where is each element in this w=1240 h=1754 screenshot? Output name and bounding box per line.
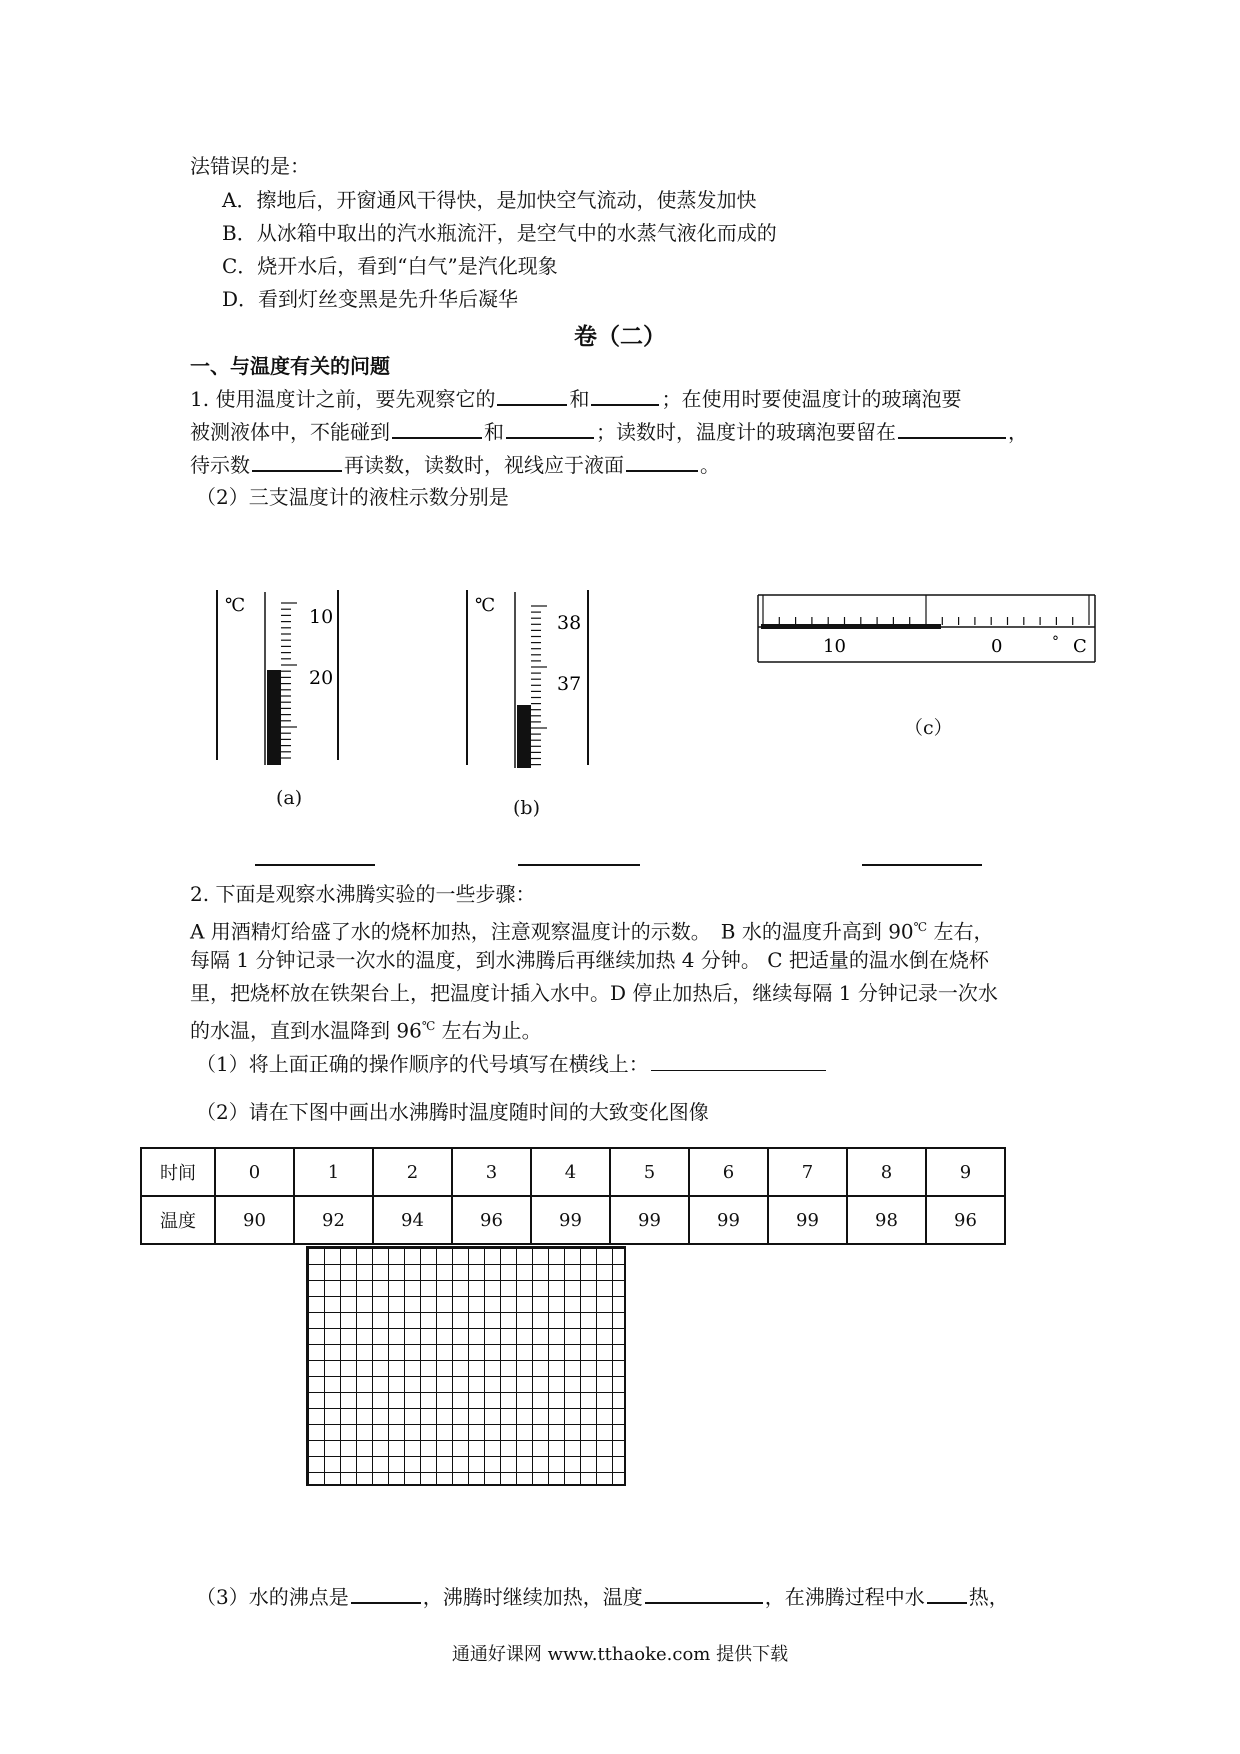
section-heading: 一、与温度有关的问题 [190,354,390,378]
answer-line-b[interactable] [518,864,640,866]
table-cell: 94 [373,1196,452,1244]
unit-label: ℃ [225,595,246,616]
table-cell: 7 [768,1148,847,1196]
q2-line1: 2. 下面是观察水沸腾实验的一些步骤： [190,882,536,906]
unit-label: ℃ [475,595,496,616]
blank[interactable] [927,1580,967,1604]
blank[interactable] [626,448,698,472]
q1-sub2: （2）三支温度计的液柱示数分别是 [196,485,509,509]
table-cell: 9 [926,1148,1005,1196]
tick-label: 38 [557,612,582,634]
table-cell: 98 [847,1196,926,1244]
thermometer-c [755,590,1100,670]
table-cell: 99 [689,1196,768,1244]
unit-c: C [1073,636,1087,657]
blank[interactable] [351,1580,421,1604]
q2-line5: 的水温，直到水温降到 96℃ 左右为止。 [190,1018,542,1043]
liquid-column [267,670,281,765]
blank[interactable] [645,1580,763,1604]
table-cell: 99 [768,1196,847,1244]
caption-b: (b) [513,797,540,819]
option-d: D．看到灯丝变黑是先升华后凝华 [222,287,519,311]
table-cell: 96 [452,1196,531,1244]
tick-label: 0 [991,636,1003,657]
answer-line-c[interactable] [862,864,982,866]
q2-sub2: （2）请在下图中画出水沸腾时温度随时间的大致变化图像 [196,1100,709,1124]
unit-degree: ° [1052,634,1059,650]
table-cell: 4 [531,1148,610,1196]
option-c: C．烧开水后，看到“白气”是汽化现象 [222,254,558,278]
liquid-column [761,624,941,629]
q2-line3: 每隔 1 分钟记录一次水的温度，到水沸腾后再继续加热 4 分钟。 C 把适量的温水倒在烧杯 [190,948,989,972]
blank[interactable] [651,1048,826,1071]
row-label: 温度 [141,1196,215,1244]
blank[interactable] [898,415,1006,439]
q2-sub1: （1）将上面正确的操作顺序的代号填写在横线上： [196,1048,828,1080]
liquid-column [517,705,531,768]
blank[interactable] [506,415,594,439]
q2-sub3: （3）水的沸点是 ，沸腾时继续加热，温度 ，在沸腾过程中水 热， [196,1580,1009,1613]
table-cell: 2 [373,1148,452,1196]
q1-line2: 被测液体中，不能碰到 和 ；读数时，温度计的玻璃泡要留在 ， [190,415,1028,448]
option-b: B．从冰箱中取出的汽水瓶流汗，是空气中的水蒸气液化而成的 [222,221,777,245]
caption-a: (a) [276,787,303,809]
q2-line4: 里，把烧杯放在铁架台上，把温度计插入水中。D 停止加热后，继续每隔 1 分钟记录一次水 [190,981,998,1005]
row-label: 时间 [141,1148,215,1196]
footer: 通通好课网 www.tthaoke.com 提供下载 [451,1644,789,1665]
table-cell: 99 [531,1196,610,1244]
table-cell: 90 [215,1196,294,1244]
blank[interactable] [252,448,342,472]
tick-label: 37 [557,673,582,695]
caption-c: （c） [904,717,953,739]
tick-label: 20 [309,667,334,689]
blank[interactable] [392,415,482,439]
answer-line-a[interactable] [255,864,375,866]
tick-label: 10 [309,606,334,628]
table-cell: 0 [215,1148,294,1196]
q1-line1: 1. 使用温度计之前，要先观察它的 和 ；在使用时要使温度计的玻璃泡要 [190,382,961,415]
table-cell: 3 [452,1148,531,1196]
table-cell: 96 [926,1196,1005,1244]
tick-label: 10 [823,636,846,657]
graph-grid[interactable] [306,1246,626,1486]
blank[interactable] [497,382,567,406]
table-cell: 5 [610,1148,689,1196]
table-row-temp [141,1196,1005,1244]
question-lead: 法错误的是： [190,154,310,178]
thermometer-a [205,580,360,770]
table-cell: 1 [294,1148,373,1196]
table-row-time [141,1148,1005,1196]
q1-line3: 待示数 再读数，读数时，视线应于液面 。 [190,448,720,481]
table-cell: 6 [689,1148,768,1196]
option-a: A．擦地后，开窗通风干得快，是加快空气流动，使蒸发加快 [222,188,757,212]
blank[interactable] [591,382,659,406]
table-cell: 92 [294,1196,373,1244]
thermometer-b [455,580,610,775]
q2-line2: A 用酒精灯给盛了水的烧杯加热，注意观察温度计的示数。 B 水的温度升高到 90℃ 左右， [190,919,994,944]
data-table [140,1147,1006,1245]
table-cell: 99 [610,1196,689,1244]
paper-title: 卷（二） [574,323,666,350]
table-cell: 8 [847,1148,926,1196]
